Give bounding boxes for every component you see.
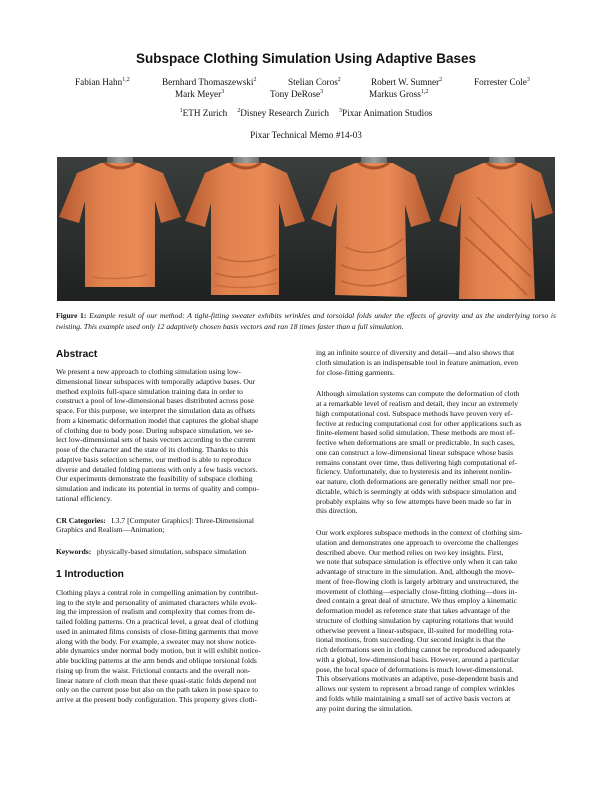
affiliations: $^1$ETH Zurich $^2$Disney Research Zurich $^3$Pixar Animation Studios [179,108,433,118]
abstract-heading: Abstract [56,349,98,360]
cr-categories: CR Categories: I.3.7 [Computer Graphics]: Three-Dimensional Graphics and Realism—Animation; [56,515,254,535]
author-2: Bernhard Thomaszewski$^2$ [162,77,257,87]
author-3: Stelian Coros$^2$ [288,77,341,87]
introduction-body: Clothing plays a central role in compelling animation by contribut- ing to the style and personality of animated characters while evok- ing the impression of realism and complexity that comes from de- tailed folding patterns. On a practical level, a great deal of clothing used in animated films consists of close-fitting garments that move along with the body. For example, a sweater may not show notice- able dynamics under normal body motion, but it will exhibit notice- able buckling patterns at the arm bends and oblique torsional folds rising up from the waist. Frictional contacts and the overall non- linear nature of cloth mean that these quasi-static folds depend not only on the current pose but also on the path taken in pose space to arrive at the present body configuration. This property gives cloth- [56,587,261,704]
figure-label: Figure 1: [56,311,87,320]
figure-caption-text: Example result of our method: A tight-fitting sweater exhibits wrinkles and torsoidal folds under the effects of gravity and as the underlying torso is twisting. This example used only 12 adaptively chosen basis vectors and ran 18 times faster than a full simulation. [56,311,556,331]
author-7: Tony DeRose$^3$ [270,89,324,99]
technical-memo-number: Pixar Technical Memo #14-03 [250,130,362,140]
left-column [56,348,296,705]
introduction-heading: 1 Introduction [56,568,124,580]
keywords: Keywords: physically-based simulation, subspace simulation [56,547,247,556]
paragraph-2: Although simulation systems can compute the deformation of cloth at a remarkable level of realism and detail, they incur an extremely high computational cost. Subspace methods have proven very ef- fective at reducing computational cost for other applications such as finite-element based solid simulation. These methods are most ef- fective when deformations are small or predictable. In such cases, one can construct a low-dimensional linear subspace whose basis remains constant over time, thus delivering high computational ef- ficiency. Unfortunately, due to hysteresis and its inherent nonlin- ear nature, cloth deformations are generally neither small nor pre- dictable, which is seemingly at odds with subspace simulation and probably explains why so few attempts have been made so far in this direction. [316,389,522,516]
paragraph-1: ing an infinite source of diversity and detail—and also shows that cloth simulation is an indispensable tool in feature animation, even for close-fitting garments. [316,348,519,377]
paper-title: Subspace Clothing Simulation Using Adaptive Bases [135,51,477,66]
author-4: Robert W. Sumner$^2$ [371,77,443,87]
figure-caption [56,310,556,332]
right-column [316,348,557,713]
teaser-figure-image [57,157,555,301]
author-6: Mark Meyer$^3$ [175,89,225,99]
abstract-body: We present a new approach to clothing simulation using low- dimensional linear subspaces with temporally adaptive bases. Our method exploits full-space simulation training data in order to construct a pool of low-dimensional bases distributed across pose space. For this purpose, we interpret the simulation data as offsets from a kinematic deformation model that captures the global shape of clothing due to body pose. During subspace simulation, we se- lect low-dimensional sets of basis vectors according to the current pose of the character and the state of its clothing. Thanks to this adaptive basis selection scheme, our method is able to reproduce diverse and detailed folding patterns with only a few basis vectors. Our experiments demonstrate the feasibility of subspace clothing simulation and indicate its potential in terms of quality and compu- tational efficiency. [56,367,259,503]
author-8: Markus Gross$^{1,2}$ [369,89,429,99]
sweater-renders [57,157,555,301]
author-1: Fabian Hahn$^{1,2}$ [75,77,130,87]
author-5: Forrester Cole$^3$ [474,77,530,87]
paragraph-3: Our work explores subspace methods in the context of clothing sim- ulation and demonstrates one approach to overcome the challenges described above. Our method relies on two key insights. First, we note that subspace simulation is effective only when it can take advantage of structure in the simulation. And, although the move- ment of free-flowing cloth is largely arbitrary and unstructured, the movement of clothing—especially close-fitting clothing—does in- deed contain a great deal of structure. We thus employ a kinematic deformation model as reference state that takes advantage of the structure of clothing simulation by capturing rotations that would otherwise prevent a linear-subspace, ill-suited for modelling rota- tional motions, from succeeding. Our second insight is that the rich deformations seen in clothing cannot be reproduced adequately with a global, low-dimensional basis. However, around a particular pose, the local space of deformations is much lower-dimensional. This observations motivates an adaptive, pose-dependent basis and allows our system to represent a broad range of complex wrinkles and folds while maintaining a small set of active basis vectors at any point during the simulation. [316,528,523,713]
